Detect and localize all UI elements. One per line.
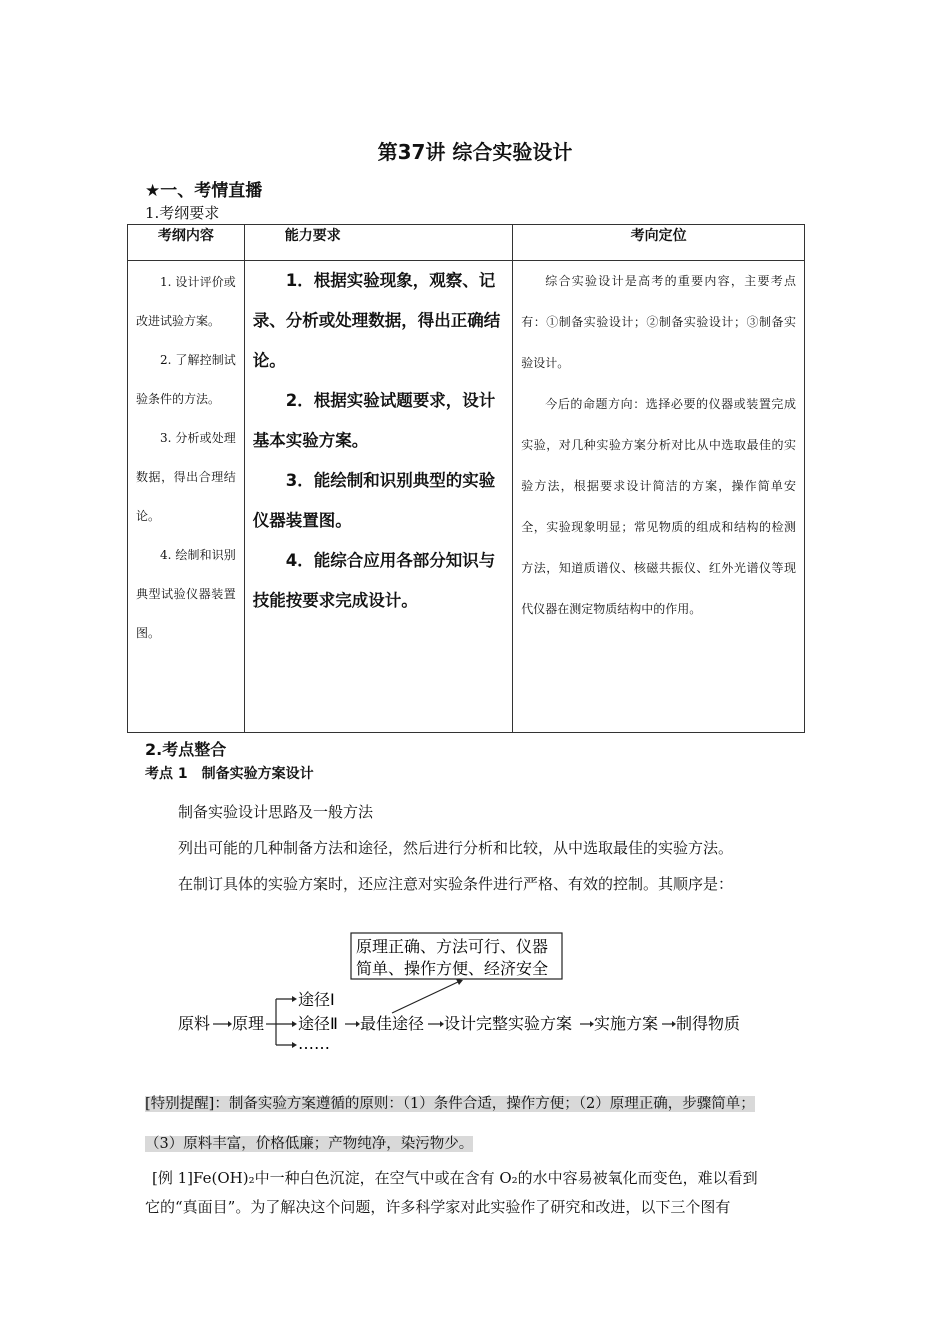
list-item: 3．能绘制和识别典型的实验仪器装置图。 (252, 471, 496, 530)
syllabus-content-cell (128, 261, 244, 653)
flow-principle: 原理 (232, 1014, 265, 1033)
table-header: 考向定位 (513, 225, 805, 261)
orientation-cell (513, 261, 804, 630)
tip-line-1: [特别提醒]：制备实验方案遵循的原则：（1）条件合适，操作方便；（2）原理正确，步骤简单； (145, 1096, 755, 1112)
flow-route1: 途径Ⅰ (298, 990, 335, 1009)
preparation-flow-diagram (170, 925, 770, 1055)
example-line-1: [例 1]Fe(OH)₂中一种白色沉淀，在空气中或在含有 O₂的水中容易被氧化而变色，难以看到 (152, 1169, 758, 1187)
list-item: 1. 设计评价或改进试验方案。 (136, 275, 236, 328)
flow-route2: 途径Ⅱ (298, 1014, 338, 1033)
example-line-2: 它的“真面目”。为了解决这个问题，许多科学家对此实验作了研究和改进，以下三个图有 (145, 1198, 731, 1216)
list-item: 4．能综合应用各部分知识与技能按要求完成设计。 (252, 551, 496, 610)
list-item: 4. 绘制和识别典型试验仪器装置图。 (136, 548, 236, 640)
list-item: 2．根据实验试题要求，设计基本实验方案。 (252, 391, 496, 450)
point-heading-1: 考点 1 制备实验方案设计 (145, 766, 314, 782)
flow-implement: 实施方案 (594, 1014, 659, 1033)
paragraph: 在制订具体的实验方案时，还应注意对实验条件进行严格、有效的控制。其顺序是： (178, 875, 734, 893)
requirements-table (127, 224, 805, 733)
list-item: 1．根据实验现象，观察、记录、分析或处理数据，得出正确结论。 (252, 271, 501, 370)
section-heading-2: 2.考点整合 (145, 740, 227, 759)
list-item: 2. 了解控制试验条件的方法。 (136, 353, 236, 406)
flow-criteria-line1: 原理正确、方法可行、仪器 (356, 937, 549, 956)
paragraph: 今后的命题方向：选择必要的仪器或装置完成实验，对几种实验方案分析对比从中选取最佳的实验方法，根据要求设计简洁的方案，操作简单安全，实验现象明显；常见物质的组成和结构的检测方法，知道质谱仪、核磁共振仪、红外光谱仪等现代仪器在测定物质结构中的作用。 (521, 397, 796, 616)
flow-route3: …… (298, 1034, 330, 1053)
section-heading-1: ★一、考情直播 (145, 181, 263, 201)
subheading-requirements: 1.考纲要求 (145, 204, 220, 222)
table-header: 能力要求 (244, 225, 512, 261)
flow-raw: 原料 (178, 1014, 211, 1033)
list-item: 3. 分析或处理数据，得出合理结论。 (136, 431, 236, 523)
paragraph: 综合实验设计是高考的重要内容，主要考点有：①制备实验设计；②制备实验设计；③制备实验设计。 (521, 274, 796, 370)
table-header: 考纲内容 (128, 225, 245, 261)
page-title: 第37讲 综合实验设计 (377, 140, 573, 164)
flow-product: 制得物质 (676, 1014, 741, 1033)
flow-design: 设计完整实验方案 (444, 1014, 573, 1033)
ability-requirements-cell (245, 261, 512, 621)
paragraph: 列出可能的几种制备方法和途径，然后进行分析和比较，从中选取最佳的实验方法。 (178, 839, 734, 857)
flow-best-route: 最佳途径 (360, 1014, 425, 1033)
flow-criteria-line2: 简单、操作方便、经济安全 (356, 959, 549, 978)
tip-line-2: （3）原料丰富，价格低廉；产物纯净，染污物少。 (145, 1136, 474, 1152)
paragraph: 制备实验设计思路及一般方法 (178, 803, 374, 821)
